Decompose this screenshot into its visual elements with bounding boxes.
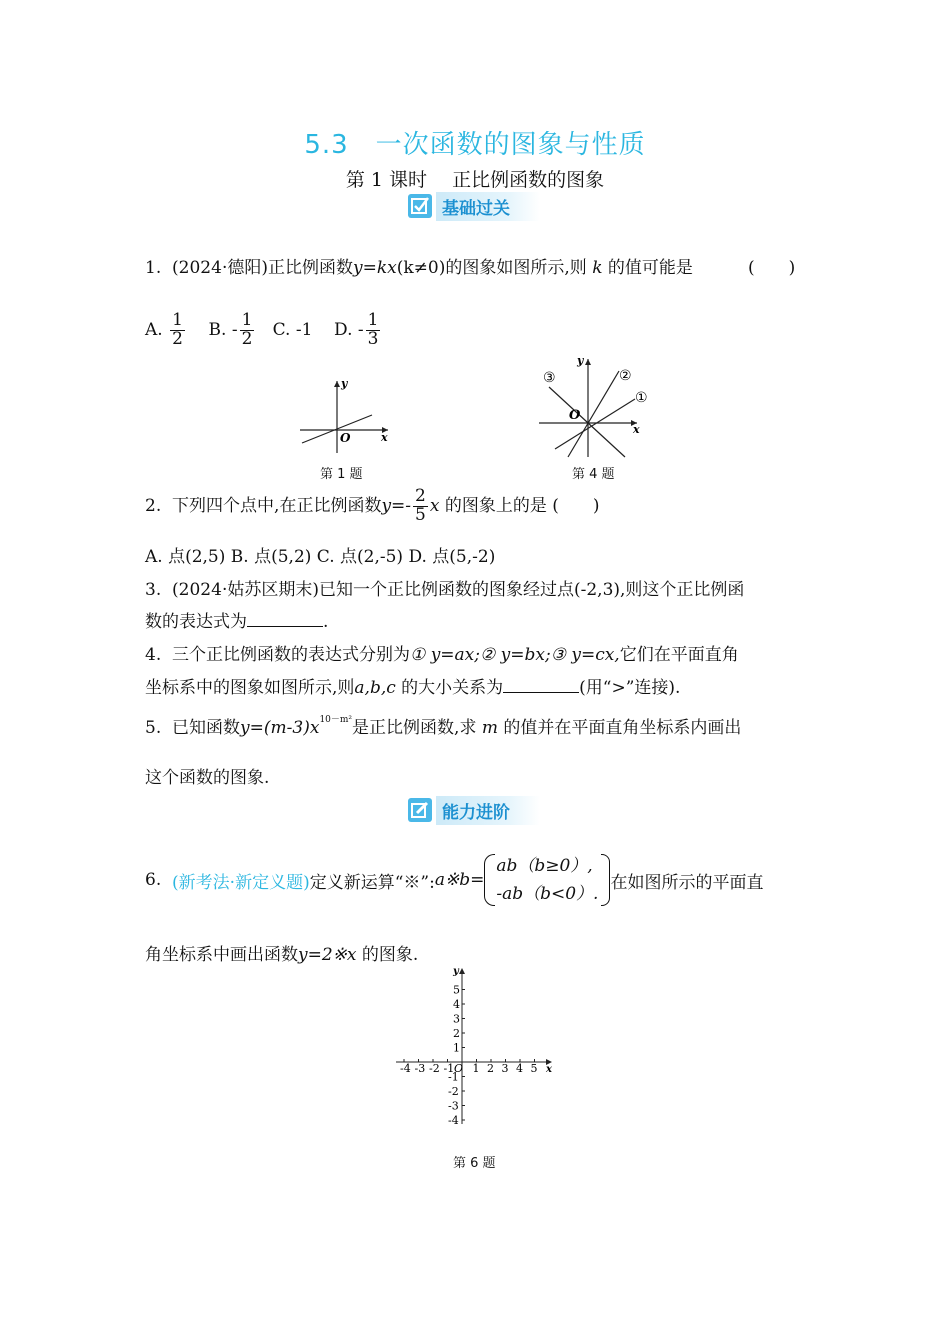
y-tick-label: -1 [448,1070,459,1084]
figure-1-caption: 第 1 题 [320,467,363,482]
question-2-options: A. 点(2,5) B. 点(5,2) C. 点(2,-5) D. 点(5,-2) [145,547,496,567]
section-label: 基础过关 [436,192,540,221]
question-6-line-1: 6. (新考法·新定义题) 定义新运算“※”: a※b= ab（b≥0）, -ab（b<0）. 在如图所示的平面直 [145,852,763,908]
question-3-line-2: 数的表达式为 . [145,612,329,632]
svg-text:②: ② [619,368,632,384]
pencil-icon [408,798,432,822]
section-badge-basic [408,193,540,219]
y-tick-label: 5 [453,983,460,997]
svg-text:y: y [341,377,348,390]
figure-4-graph [535,353,655,459]
question-5-line-2: 这个函数的图象. [145,768,270,788]
answer-blank [503,691,579,693]
fraction: $\frac{1}{2}$ [172,310,183,349]
question-1: 1. (2024·德阳)正比例函数y=kx(k≠0)的图象如图所示,则 k 的值可能是 [145,258,693,278]
piecewise-definition: ab（b≥0）, -ab（b<0）. [484,852,610,908]
figure-6-caption: 第 6 题 [453,1156,496,1171]
answer-blank [247,625,323,627]
fraction: $\frac{2}{5}$ [415,486,426,525]
page-title: 5.3 一次函数的图象与性质 [304,130,646,160]
question-1-options: A. $\frac{1}{2}$ B. - $\frac{1}{2}$ C. -1 D. - $\frac{1}{3}$ [145,310,379,349]
section-badge-advanced [408,797,540,823]
svg-text:y: y [577,354,584,367]
y-tick-label: 2 [453,1027,460,1040]
figure-6-coordinate-plane [392,964,562,1128]
page-subtitle: 第 1 课时 正比例函数的图象 [345,169,605,191]
question-3-line-1: 3. (2024·姑苏区期末)已知一个正比例函数的图象经过点(-2,3),则这个正比例函 [145,580,745,600]
x-tick-label: 1 [472,1062,480,1075]
svg-text:x: x [381,431,388,444]
answer-paren: ( ) [748,258,796,278]
svg-text:③: ③ [543,370,556,386]
x-tick-label: -1 [443,1062,455,1075]
x-tick-label: 3 [501,1062,509,1075]
origin-label: O [454,1062,464,1075]
fraction: $\frac{1}{3}$ [367,310,379,349]
svg-text:O: O [569,408,581,423]
svg-text:O: O [340,431,351,445]
x-tick-label: 5 [530,1062,538,1075]
figure-4-caption: 第 4 题 [572,467,615,482]
y-axis-arrow [459,968,465,974]
section-label: 能力进阶 [436,796,540,825]
question-5-line-1: 5. 已知函数$y=(m-3)x^{10-m^2}$是正比例函数,求 m 的值并在平面直角坐标系内画出 [145,715,742,738]
y-tick-label: -4 [448,1114,459,1127]
svg-text:①: ① [635,390,648,406]
x-tick-label: -4 [400,1062,411,1075]
svg-text:x: x [633,423,640,436]
x-tick-label: -3 [414,1062,426,1075]
question-6-line-2: 角坐标系中画出函数y=2※x 的图象. [145,945,419,965]
y-axis-label: y [453,966,459,977]
question-4-line-2: 坐标系中的图象如图所示,则a,b,c 的大小关系为 (用“>”连接). [145,678,681,698]
x-tick-label: -2 [429,1062,440,1075]
checkbox-icon [408,194,432,218]
x-tick-label: 2 [487,1062,494,1075]
x-axis-label: x [546,1064,552,1075]
x-tick-label: 4 [516,1062,523,1075]
y-tick-label: -2 [448,1085,459,1098]
figure-1-graph [292,375,402,455]
y-tick-label: 1 [453,1041,460,1055]
fraction: $\frac{1}{2}$ [241,310,253,349]
y-tick-label: 3 [453,1012,460,1026]
y-tick-label: 4 [453,998,460,1011]
y-tick-label: -3 [448,1099,459,1113]
question-4-line-1: 4. 三个正比例函数的表达式分别为① y=ax;② y=bx;③ y=cx,它们在平面直角 [145,645,739,665]
question-2: 2. 下列四个点中,在正比例函数y=- $\frac{2}{5}$ x 的图象上的是 ( ) [145,486,600,525]
